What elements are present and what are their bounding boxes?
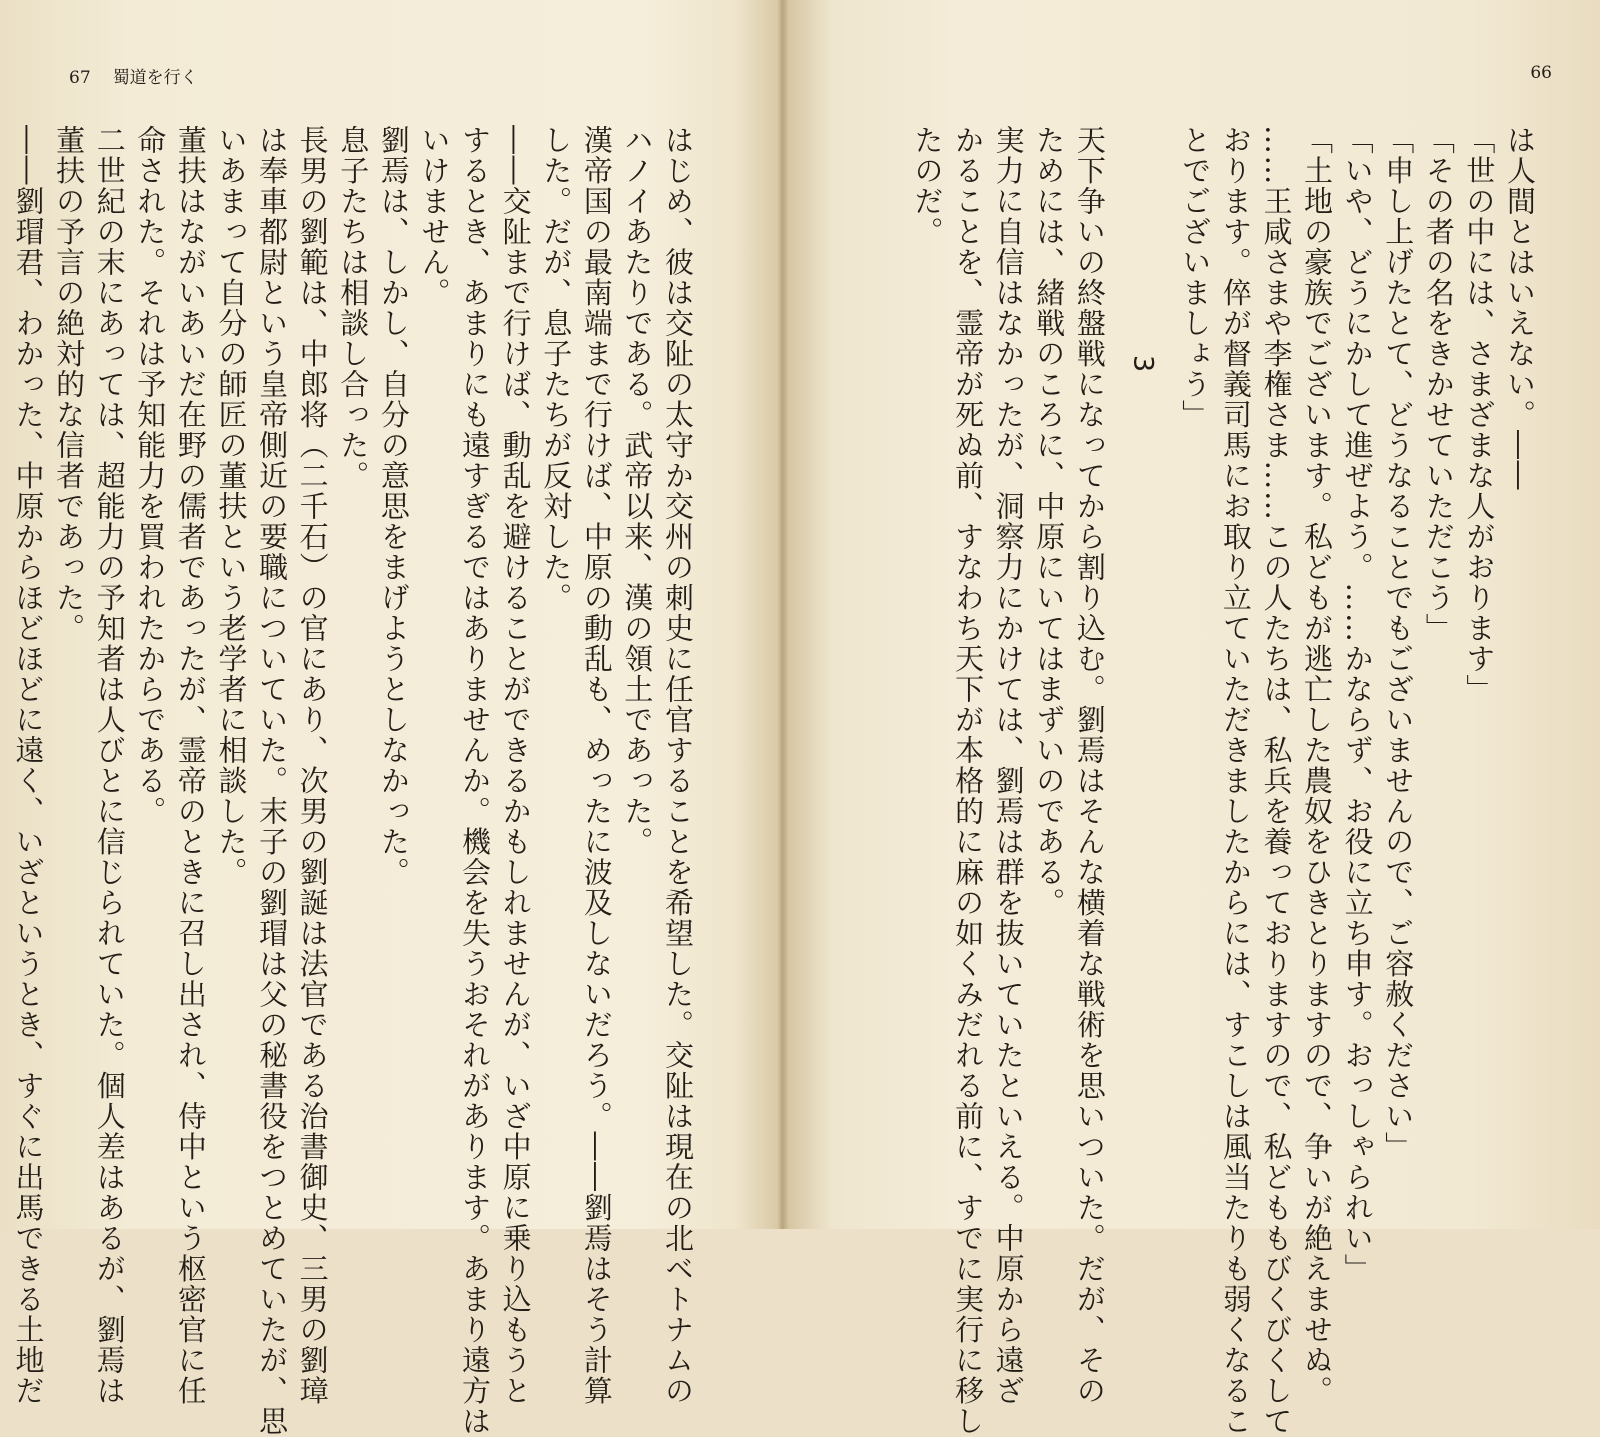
- text-line: いあまって自分の師匠の董扶という老学者に相談した。: [214, 125, 249, 888]
- text-line: ――劉瑁君、わかった、中原からほどほどに遠く、いざというとき、すぐに出馬できる土地だ: [11, 125, 46, 1406]
- left-page-header: [69, 63, 198, 88]
- text-line: 命された。それは予知能力を買われたからである。: [133, 125, 168, 827]
- text-line: おります。倅が督義司馬にお取り立ていただきましたからには、すこしは風当たりも弱くなるこ: [1218, 125, 1253, 1437]
- text-line: かることを、霊帝が死ぬ前、すなわち天下が本格的に麻の如くみだれる前に、すでに実行に移し: [951, 125, 986, 1437]
- right-page-header: [1530, 63, 1552, 83]
- text-line: たのだ。: [910, 125, 945, 247]
- text-line: ――交阯まで行けば、動乱を避けることができるかもしれませんが、いざ中原に乗り込もうと: [498, 125, 533, 1406]
- text-line: 長男の劉範は、中郎将（二千石）の官にあり、次男の劉誕は法官である治書御史、三男の劉璋: [295, 125, 330, 1406]
- text-line: 劉焉は、しかし、自分の意思をまげようとしなかった。: [376, 125, 411, 888]
- text-line: 天下争いの終盤戦になってから割り込む。劉焉はそんな横着な戦術を思いついた。だが、その: [1072, 125, 1107, 1406]
- text-line: とでございましょう」: [1178, 125, 1213, 430]
- text-line: 「いや、どうにかして進ぜよう。……かならず、お役に立ち申す。おっしゃられい」: [1340, 125, 1375, 1284]
- text-line: するとき、あまりにも遠すぎるではありませんか。機会を失うおそれがあります。あまり遠方は: [458, 125, 493, 1437]
- text-line: 二世紀の末にあっては、超能力の予知者は人びとに信じられていた。個人差はあるが、劉焉は: [92, 125, 127, 1406]
- left-page: [0, 0, 780, 1437]
- right-page-number: 66: [1530, 63, 1552, 83]
- text-line: 「土地の豪族でございます。私どもが逃亡した農奴をひきとりますので、争いが絶えませぬ。: [1300, 125, 1335, 1406]
- text-line: いけません。: [417, 125, 452, 308]
- section-number: 3: [1127, 355, 1159, 374]
- text-line: は人間とはいえない。――: [1503, 125, 1537, 491]
- text-line: 実力に自信はなかったが、洞察力にかけては、劉焉は群を抜いていたといえる。中原から遠ざ: [991, 125, 1026, 1406]
- text-line: した。だが、息子たちが反対した。: [539, 125, 574, 613]
- text-line: 息子たちは相談し合った。: [336, 125, 371, 491]
- text-line: ためには、緒戦のころに、中原にいてはまずいのである。: [1032, 125, 1067, 918]
- text-line: 「その者の名をきかせていただこう」: [1421, 125, 1456, 644]
- left-page-number: 67: [69, 68, 91, 88]
- text-line: 「申し上げたとて、どうなることでもございませんので、ご容赦ください」: [1381, 125, 1416, 1162]
- running-head: 蜀道を行く: [112, 68, 198, 88]
- text-line: ハノイあたりである。武帝以来、漢の領土であった。: [620, 125, 655, 857]
- text-line: 漢帝国の最南端まで行けば、中原の動乱も、めったに波及しないだろう。――劉焉はそう計算: [579, 125, 614, 1406]
- text-line: 董扶の予言の絶対的な信者であった。: [52, 125, 87, 644]
- text-line: 董扶はながいあいだ在野の儒者であったが、霊帝のときに召し出され、侍中という枢密官に任: [173, 125, 208, 1406]
- text-line: はじめ、彼は交阯の太守か交州の刺史に任官することを希望した。交阯は現在の北ベトナムの: [661, 125, 695, 1406]
- text-line: 「世の中には、さまざまな人がおります」: [1462, 125, 1497, 705]
- right-page: [780, 0, 1600, 1437]
- left-page-text: [8, 125, 698, 1437]
- text-line: ……王咸さまや李権さま……この人たちは、私兵を養っておりますので、私どももびくびくして: [1259, 125, 1294, 1437]
- text-line: は奉車都尉という皇帝側近の要職についていた。末子の劉瑁は父の秘書役をつとめていたが、思: [255, 125, 290, 1437]
- right-page-text: [907, 125, 1540, 1437]
